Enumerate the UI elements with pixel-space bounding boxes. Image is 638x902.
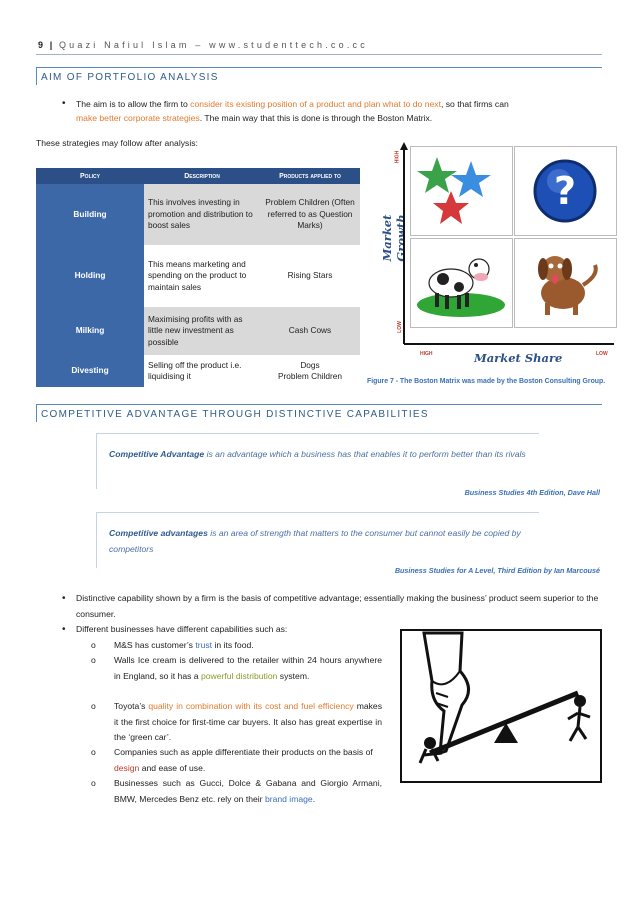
products-cell: Problem Children (Often referred to as Question Marks) [260,184,360,245]
aim-text-c: , so that firms can [440,99,509,109]
table-row [36,355,360,387]
y-low-label: LOW [396,321,403,333]
strategy-table [36,168,360,387]
citation-2: Business Studies for A Level, Third Edition by Ian Marcousé [394,566,600,575]
definition-quote-1 [96,433,539,489]
list-item-text: Toyota’s [114,701,149,711]
list-item-text: makes it the first choice for first-time car buyers. It also has great expertise in the ‘green car’. [114,701,383,742]
table-row [36,184,360,245]
section-title-competitive: COMPETITIVE ADVANTAGE THROUGH DISTINCTIVE CAPABILITIES [36,404,602,422]
list-item [114,638,394,654]
table-header-description: Description [144,168,260,184]
x-high-label: HIGH [420,351,433,357]
x-low-label: LOW [596,351,608,357]
seesaw-drawing [402,631,600,781]
table-header-policy: Policy [36,168,144,184]
cow-icon [411,239,512,327]
capability-bullet: • Distinctive capability shown by a firm is the basis of competitive advantage; essentially making the business’ product seem superior to the consumer. [76,591,602,622]
strategies-intro: These strategies may follow after analysis: [36,138,198,148]
description-cell: Selling off the product i.e. liquidising it [148,359,242,381]
x-axis-label: Market Share [474,351,563,365]
policy-cell: Divesting [36,355,144,387]
list-item-highlight: design [114,762,140,773]
aim-highlight-position: consider its existing position of a product and plan what to do next [190,99,441,109]
table-row [36,245,360,307]
list-item-text: system. [277,670,310,681]
list-item [114,699,382,746]
list-item-text: Companies such as apple differentiate their products on the basis of [114,747,373,757]
table-row [36,307,360,355]
header-rule [36,54,602,55]
list-item [114,776,382,807]
list-item-highlight: quality in combination with its cost and fuel efficiency [148,701,354,711]
question-mark-icon [515,147,616,235]
dog-icon [515,239,616,327]
list-item-text: and ease of use. [139,762,206,773]
description-cell: Maximising profits with as little new investment as possible [144,307,260,355]
products-cell: Dogs Problem Children [277,359,343,381]
header-separator: | [49,40,54,50]
quote-2-term: Competitive advantages [109,528,208,538]
matrix-cell-stars [410,146,513,236]
aim-text-e: . The main way that this is done is through the Boston Matrix. [199,113,433,123]
aim-bullet [76,97,606,125]
y-high-label: HIGH [394,150,401,164]
quote-1-text: is an advantage which a business has that enables it to perform better than its rivals [204,449,526,459]
matrix-cell-cow [410,238,513,328]
page-header [38,40,368,50]
table-header-products: Products applied to [260,168,360,184]
seesaw-illustration [400,629,602,783]
table-header-row [36,168,360,184]
list-item [114,745,382,776]
matrix-cell-question [514,146,617,236]
list-item-text: M&S has customer’s [114,640,196,650]
capabilities-list-bullet: • Different businesses have different capabilities such as: [76,622,602,638]
star-icon [411,147,512,235]
description-cell: This means marketing and spending on the product to maintain sales [148,258,247,292]
list-item-highlight: trust [195,640,213,650]
y-axis-label: Market Growth [380,214,408,262]
aim-highlight-strategies: make better corporate strategies [76,113,200,123]
list-item-text: in its food. [212,640,254,650]
description-cell: This involves investing in promotion and distribution to boost sales [144,184,260,245]
list-item-highlight: powerful distribution [200,670,278,681]
quote-1-term: Competitive Advantage [109,449,205,459]
definition-quote-2 [96,512,539,568]
products-cell: Cash Cows [260,307,360,355]
policy-cell: Milking [36,307,144,355]
boston-matrix [368,142,626,388]
list-item-text: Walls Ice cream is delivered to the retailer within 24 hours anywhere in England, so it has a [114,655,382,681]
quote-2-text: is an area of strength that matters to the consumer but cannot easily be copied by competitors [109,528,521,554]
page-number: 9 [38,40,45,50]
matrix-cell-dog [514,238,617,328]
citation-1: Business Studies 4th Edition, Dave Hall [464,488,600,497]
section-title-aim: AIM OF PORTFOLIO ANALYSIS [36,67,602,85]
list-item-highlight: brand image [264,793,313,804]
figure-caption: Figure 7 - The Boston Matrix was made by the Boston Consulting Group. [367,378,606,385]
list-item [114,653,382,684]
policy-cell: Holding [36,245,144,307]
policy-cell: Building [36,184,144,245]
svg-text:?: ? [553,169,577,213]
list-item-text: Businesses such as Gucci, Dolce & Gabana and Giorgio Armani, BMW, Mercedes Benz etc. rely on their [114,778,382,804]
header-text: Quazi Nafiul Islam – www.studenttech.co.cc [58,40,368,50]
products-cell: Rising Stars [287,270,333,281]
list-item-text: . [312,793,316,804]
aim-text-a: The aim is to allow the firm to [76,99,191,109]
